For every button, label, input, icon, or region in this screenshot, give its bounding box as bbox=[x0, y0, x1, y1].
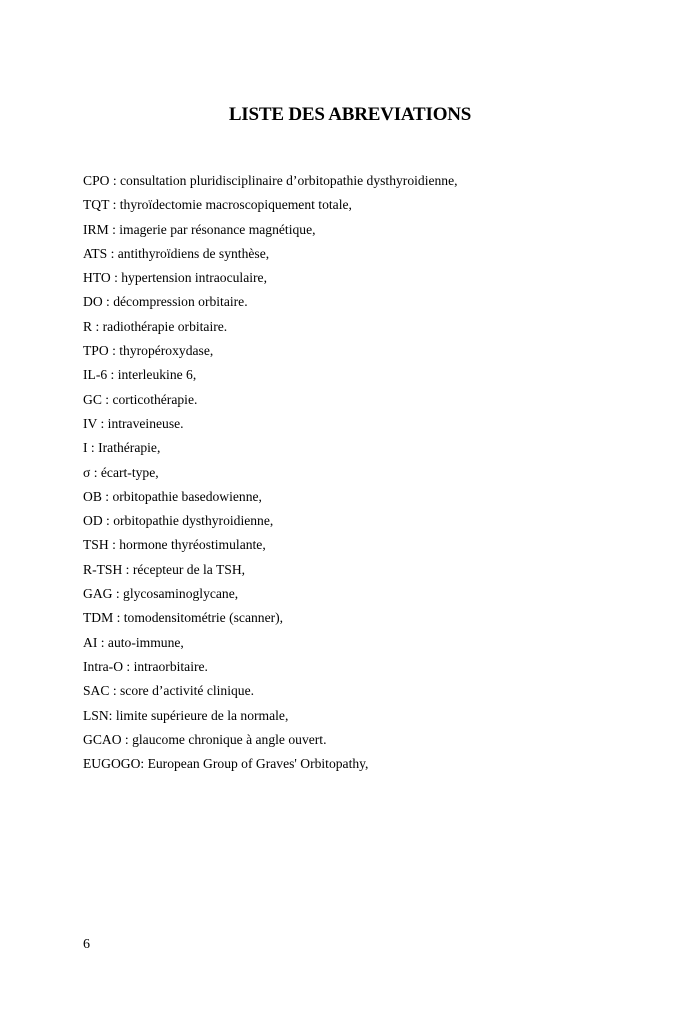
abbreviation-item: Intra-O : intraorbitaire. bbox=[83, 658, 208, 674]
abbreviation-item: LSN: limite supérieure de la normale, bbox=[83, 707, 289, 723]
abbreviation-item: TPO : thyropéroxydase, bbox=[83, 343, 214, 359]
abbreviation-item: OD : orbitopathie dysthyroidienne, bbox=[83, 513, 274, 529]
abbreviation-item: CPO : consultation pluridisciplinaire d’orbitopathie dysthyroidienne, bbox=[83, 173, 458, 188]
abbreviation-item: TQT : thyroïdectomie macroscopiquement totale, bbox=[83, 197, 352, 213]
abbreviation-item: IRM : imagerie par résonance magnétique, bbox=[83, 221, 316, 237]
abbreviation-item: GCAO : glaucome chronique à angle ouvert. bbox=[83, 731, 327, 747]
abbreviation-item: OB : orbitopathie basedowienne, bbox=[83, 488, 262, 504]
abbreviation-item: SAC : score d’activité clinique. bbox=[83, 683, 255, 699]
abbreviation-item: TSH : hormone thyréostimulante, bbox=[83, 537, 266, 553]
page-number: 6 bbox=[83, 937, 90, 952]
page-title: LISTE DES ABREVIATIONS bbox=[228, 104, 472, 125]
abbreviation-item: EUGOGO: European Group of Graves' Orbitopathy, bbox=[83, 756, 369, 772]
abbreviation-item: GAG : glycosaminoglycane, bbox=[83, 586, 239, 602]
abbreviation-item: GC : corticothérapie. bbox=[83, 391, 198, 407]
abbreviation-item: ATS : antithyroïdiens de synthèse, bbox=[83, 245, 270, 261]
abbreviation-item: R : radiothérapie orbitaire. bbox=[83, 318, 228, 334]
abbreviation-item: I : Irathérapie, bbox=[83, 440, 161, 456]
abbreviation-item: AI : auto-immune, bbox=[83, 634, 184, 650]
abbreviation-item: TDM : tomodensitométrie (scanner), bbox=[83, 610, 284, 626]
abbreviation-item: IL-6 : interleukine 6, bbox=[83, 367, 197, 383]
abbreviation-item: σ : écart-type, bbox=[83, 464, 159, 480]
abbreviation-item: R-TSH : récepteur de la TSH, bbox=[83, 561, 246, 577]
abbreviation-item: DO : décompression orbitaire. bbox=[83, 294, 248, 310]
abbreviation-list bbox=[83, 172, 458, 779]
abbreviation-item: HTO : hypertension intraoculaire, bbox=[83, 270, 267, 286]
abbreviation-item: IV : intraveineuse. bbox=[83, 415, 184, 431]
